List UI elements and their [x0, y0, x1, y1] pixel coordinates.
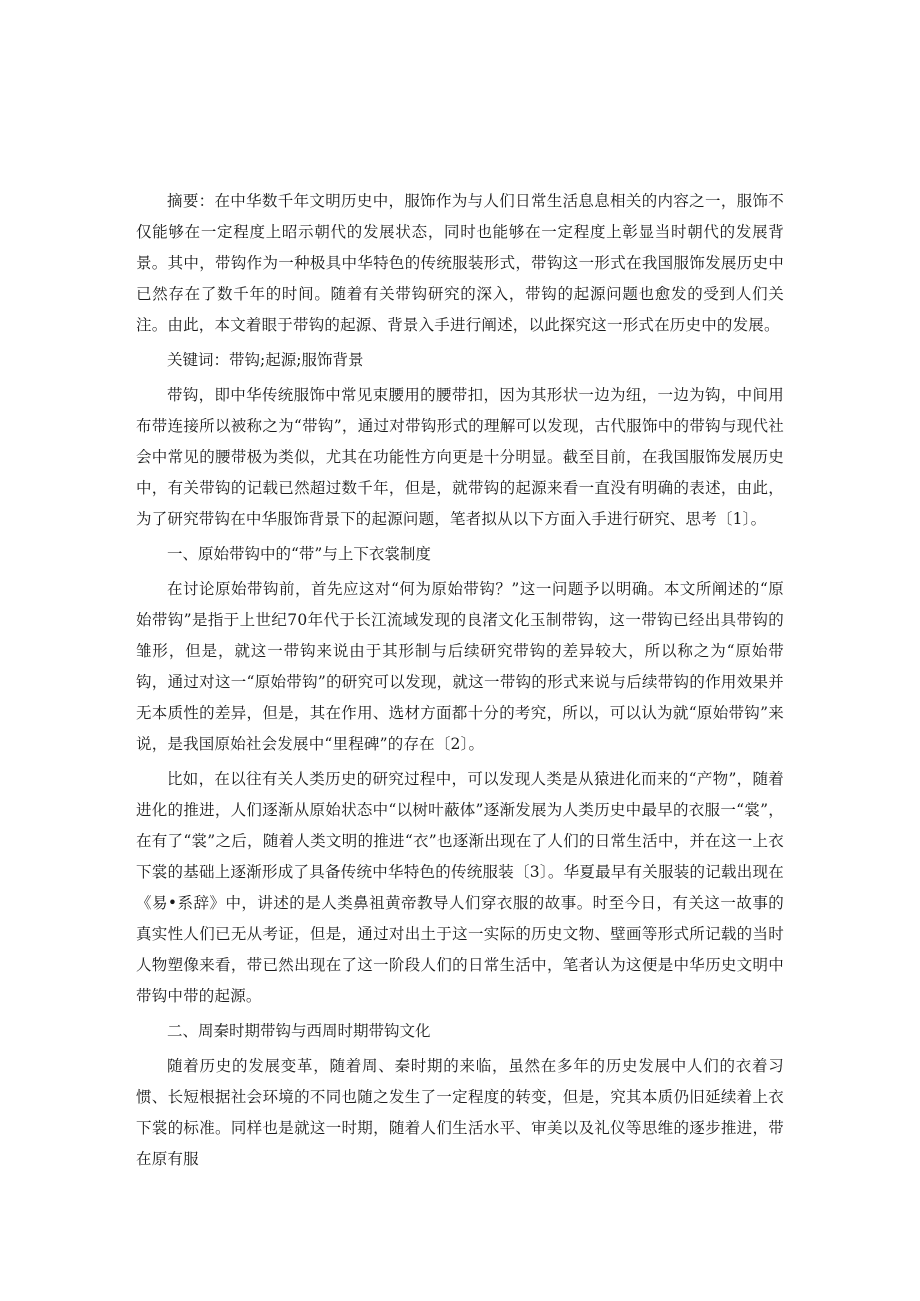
document-page	[136, 186, 784, 1175]
keywords-line: 关键词：带钩;起源;服饰背景	[167, 351, 364, 369]
abstract-paragraph: 摘要：在中华数千年文明历史中，服饰作为与人们日常生活息息相关的内容之一，服饰不仅能够在一定程度上昭示朝代的发展状态，同时也能够在一定程度上彰显当时朝代的发展背景。其中，带钩作为一种极具中华特色的传统服装形式，带钩这一形式在我国服饰发展历史中已然存在了数千年的时间。随着有关带钩研究的深入，带钩的起源问题也愈发的受到人们关注。由此，本文着眼于带钩的起源、背景入手进行阐述，以此探究这一形式在历史中的发展。	[136, 192, 784, 334]
section-2-title: 二、周秦时期带钩与西周时期带钩文化	[167, 1022, 431, 1040]
intro-paragraph: 带钩，即中华传统服饰中常见束腰用的腰带扣，因为其形状一边为纽，一边为钩，中间用布带连接所以被称之为“带钩”，通过对带钩形式的理解可以发现，古代服饰中的带钩与现代社会中常见的腰带极为类似，尤其在功能性方向更是十分明显。截至目前，在我国服饰发展历史中，有关带钩的记载已然超过数千年，但是，就带钩的起源来看一直没有明确的表述，由此，为了研究带钩在中华服饰背景下的起源问题，笔者拟从以下方面入手进行研究、思考〔1〕。	[136, 386, 784, 528]
section-1-paragraph-1: 在讨论原始带钩前，首先应这对“何为原始带钩？”这一问题予以明确。本文所阐述的“原始带钩”是指于上世纪70年代于长江流域发现的良渚文化玉制带钩，这一带钩已经出具带钩的雏形，但是，就这一带钩来说由于其形制与后续研究带钩的差异较大，所以称之为“原始带钩，通过对这一“原始带钩”的研究可以发现，就这一带钩的形式来说与后续带钩的作用效果并无本质性的差异，但是，其在作用、选材方面都十分的考究，所以，可以认为就“原始带钩”来说，是我国原始社会发展中“里程碑”的存在〔2〕。	[136, 580, 784, 753]
section-1-paragraph-2: 比如，在以往有关人类历史的研究过程中，可以发现人类是从猿进化而来的“产物”，随着进化的推进，人们逐渐从原始状态中“以树叶蔽体”逐渐发展为人类历史中最早的衣服一“裳”，在有了“裳”之后，随着人类文明的推进“衣”也逐渐出现在了人们的日常生活中，并在这一上衣下裳的基础上逐渐形成了具备传统中华特色的传统服装〔3〕。华夏最早有关服装的记载出现在《易•系辞》中，讲述的是人类鼻祖黄帝教导人们穿衣服的故事。时至今日，有关这一故事的真实性人们已无从考证，但是，通过对出土于这一实际的历史文物、壁画等形式所记载的当时人物塑像来看，带已然出现在了这一阶段人们的日常生活中，笔者认为这便是中华历史文明中带钩中带的起源。	[136, 770, 784, 1005]
section-1-title: 一、原始带钩中的“带”与上下衣裳制度	[167, 545, 431, 563]
section-2-paragraph-1: 随着历史的发展变革，随着周、秦时期的来临，虽然在多年的历史发展中人们的衣着习惯、长短根据社会环境的不同也随之发生了一定程度的转变，但是，究其本质仍旧延续着上衣下裳的标准。同样也是就这一时期，随着人们生活水平、审美以及礼仪等思维的逐步推进，带在原有服	[136, 1057, 784, 1168]
